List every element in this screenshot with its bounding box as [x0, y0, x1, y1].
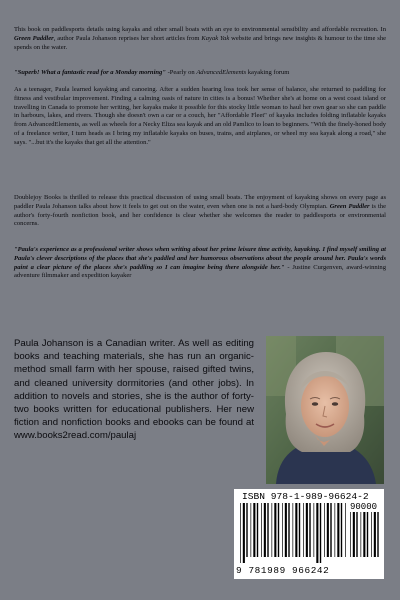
publisher-text: is the author's forty-fourth nonfiction book, and her confidence is clear whether she welcomes the reader to paddlesports or environmental concerns. — [14, 202, 386, 228]
quote-attribution: kayaking forum — [246, 69, 290, 76]
barcode-bar — [251, 503, 252, 557]
barcode-bar — [353, 512, 355, 557]
barcode-bar — [361, 512, 362, 557]
barcode-bar — [341, 503, 342, 557]
quote-attribution: - Justine Curgenven, award-winning adventure filmmaker and expedition kayaker — [14, 263, 386, 280]
author-bio: Paula Johanson is a Canadian writer. As well as editing books and teaching materials, she has run an organic-method small farm with her spouse, raised gifted twins, and cleaned university dormitories (and other jobs). In addition to novels and stories, she is the author of forty-two books written for educational publishers. Her new fiction and nonfiction books and ebooks can be found at www.books2read.com/paulaj — [14, 338, 254, 442]
barcode-bar — [264, 503, 266, 557]
quote-text: "Paula's experience as a professional writer shows when writing about her prime leisure time activity, kayaking. I find myself smiling at Paula's clever descriptions of the places that she's paddled and her humorous observations about the people around her. Paula's words paint a clear picture of the places she's paddling so I can imagine being there alongside her." — [14, 246, 386, 271]
isbn-barcode — [234, 489, 384, 579]
publisher-text: Doublejoy Books is thrilled to release this practical discussion of using small boats. The enjoyment of kayaking shows on every page as paddler Paula Johanson talks about how it feels to get out on the water, even when one is not a hard-body Olympian. — [14, 194, 386, 210]
review-quote-pearly — [14, 69, 386, 78]
barcode-bar — [243, 503, 245, 563]
barcode-bar — [316, 503, 318, 563]
barcode-bar — [363, 512, 365, 557]
barcode-bar — [293, 503, 294, 557]
barcode-bar — [253, 503, 255, 557]
intro-paragraph — [14, 26, 386, 52]
barcode-bar — [371, 512, 372, 557]
ean-barcode-bars — [240, 503, 346, 563]
barcode-bar — [345, 503, 346, 557]
source-name: Kayak Yak — [201, 34, 230, 42]
barcode-bar — [285, 503, 287, 557]
intro-text: website and brings new insights & humour to the time she spends on the water. — [14, 34, 386, 51]
barcode-bar — [278, 503, 279, 557]
barcode-bar — [350, 512, 351, 557]
book-title-mention: Green Paddler — [14, 34, 54, 42]
barcode-bar — [330, 503, 331, 557]
barcode-bar — [320, 503, 321, 563]
barcode-bar — [377, 512, 378, 557]
barcode-bar — [314, 503, 315, 557]
barcode-bar — [246, 503, 247, 557]
barcode-bar — [327, 503, 329, 557]
barcode-bar — [303, 503, 304, 557]
barcode-bar — [257, 503, 258, 557]
barcode-bar — [335, 503, 336, 557]
barcode-bar — [374, 512, 376, 557]
review-quote-curgenven — [14, 246, 386, 281]
author-photo — [266, 336, 384, 484]
barcode-bar — [306, 503, 308, 557]
quote-attribution-source: AdvancedElements — [196, 69, 247, 76]
barcode-bar — [367, 512, 368, 557]
barcode-bar — [282, 503, 283, 557]
barcode-bar — [337, 503, 339, 557]
barcode-bar — [299, 503, 300, 557]
intro-text: , author Paula Johanson reprises her short articles from — [53, 34, 202, 42]
ean-digits: 9 781989 966242 — [236, 565, 330, 576]
isbn-label: ISBN 978-1-989-96624-2 — [242, 491, 369, 502]
barcode-bar — [295, 503, 297, 557]
book-title-mention: Green Paddler — [329, 202, 370, 210]
barcode-bar — [309, 503, 310, 557]
barcode-bar — [274, 503, 276, 557]
barcode-bar — [288, 503, 289, 557]
barcode-bar — [261, 503, 262, 557]
author-story-paragraph: As a teenager, Paula learned kayaking and canoeing. After a sudden hearing loss took her sense of balance, she returned to paddling for fitness and vestibular improvement. Finding a calming oasis of nature in cities is a bonus! Whether she's at home on a west coast island or travelling in Canada to promote her writing, her kayaks make it possible for this stocky little woman to haul her own gear so she can paddle in harbours, lakes, and rivers. Though she doesn't own a car or a couch, her "Affordable Fleet" of kayaks includes folding inflatable kayaks from AdvancedElements, as well as wheels for a Necky Eliza sea kayak and an old Pamlico to loan to beginners. "With the finely-honed body of a freelance writer, I turn heads as I bring my inflatable kayaks on buses, trains, and airplanes, or wheel my sea kayak along a road," she says. "...but it's the kayaks that get all the attention." — [14, 86, 387, 146]
barcode-bar — [324, 503, 325, 557]
barcode-bar — [240, 503, 241, 563]
barcode-bar — [356, 512, 357, 557]
barcode-bar — [272, 503, 273, 557]
intro-text: This book on paddlesports details using kayaks and other small boats with an eye to environmental sensibility and affordable recreation. In — [14, 26, 386, 33]
quote-attribution: -Pearly on — [165, 69, 197, 76]
addon-barcode-bars — [350, 512, 380, 563]
quote-text: "Superb! What a fantastic read for a Monday morning" — [14, 69, 166, 76]
publisher-paragraph — [14, 194, 386, 229]
price-addon-number: 90000 — [350, 502, 378, 512]
barcode-bar — [267, 503, 268, 557]
